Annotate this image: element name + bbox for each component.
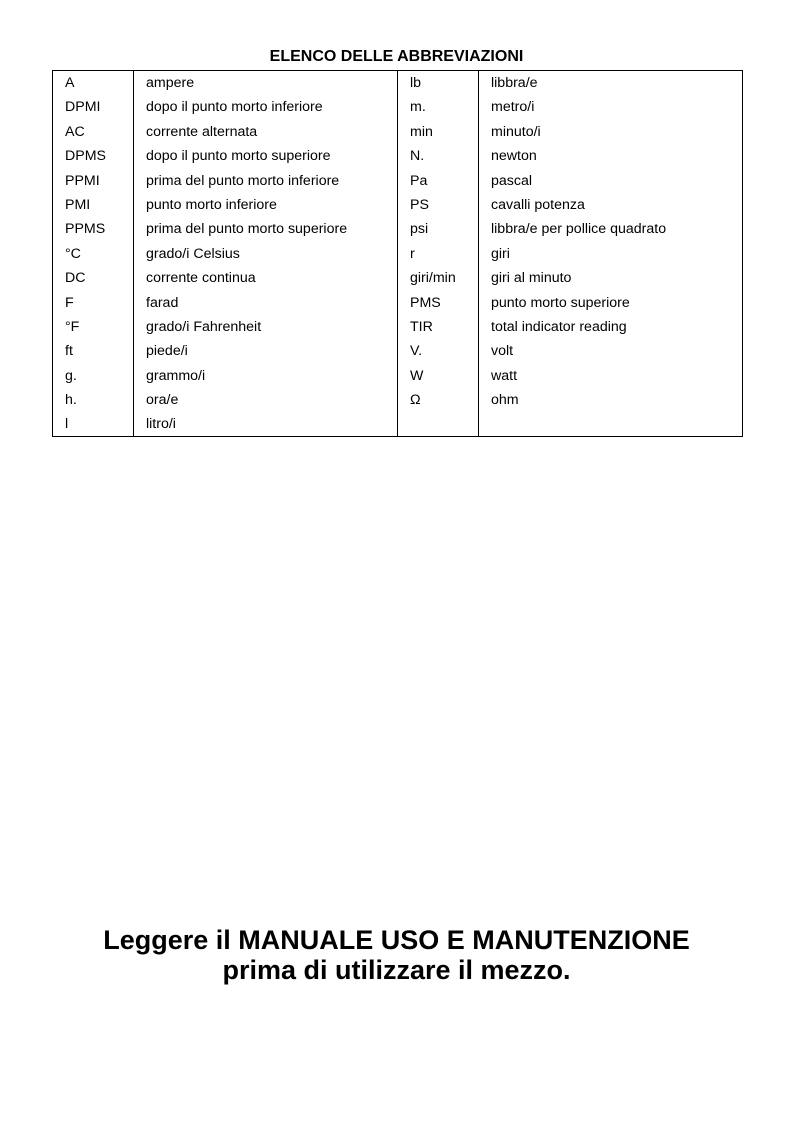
right-abbreviation-column (398, 71, 479, 436)
abbreviation-cell: °C (65, 245, 81, 262)
right-meaning-column (479, 71, 743, 436)
abbreviation-cell: °F (65, 318, 80, 335)
meaning-cell: libbra/e (491, 75, 538, 91)
meaning-cell: giri al minuto (491, 270, 572, 287)
meaning-cell: ora/e (146, 392, 179, 409)
meaning-cell: minuto/i (491, 123, 541, 140)
meaning-cell: volt (491, 343, 514, 360)
abbreviation-cell: PPMS (65, 221, 106, 238)
abbreviation-cell: PMI (65, 196, 91, 213)
abbreviation-cell: DPMI (65, 99, 101, 116)
abbreviation-cell: PMS (410, 294, 441, 311)
abbreviation-cell: ft (65, 343, 73, 360)
abbreviation-cell: lb (410, 75, 422, 91)
abbreviation-cell: psi (410, 221, 429, 238)
meaning-cell: newton (491, 148, 537, 165)
manual-reminder-line-2: prima di utilizzare il mezzo. (222, 955, 571, 985)
abbreviation-cell: PPMI (65, 172, 100, 189)
abbreviation-cell: h. (65, 392, 77, 409)
meaning-cell: prima del punto morto inferiore (146, 172, 340, 189)
abbreviation-cell: giri/min (410, 270, 456, 287)
left-meaning-column (134, 71, 398, 436)
page-title: ELENCO DELLE ABBREVIAZIONI (269, 48, 524, 65)
meaning-cell: piede/i (146, 343, 188, 360)
abbreviation-cell: Pa (410, 172, 428, 189)
meaning-cell: dopo il punto morto superiore (146, 148, 331, 165)
left-abbreviation-column (53, 71, 134, 436)
meaning-cell: punto morto inferiore (146, 196, 277, 213)
meaning-cell: watt (491, 367, 518, 384)
manual-reminder (0, 925, 793, 985)
manual-reminder-line-1: Leggere il MANUALE USO E MANUTENZIONE (103, 925, 690, 955)
abbreviation-cell: N. (410, 148, 425, 165)
abbreviation-cell: l (65, 416, 69, 433)
abbreviation-cell: m. (410, 99, 426, 116)
abbreviation-cell: AC (65, 123, 85, 140)
meaning-cell: grado/i Fahrenheit (146, 318, 262, 335)
abbreviation-cell: g. (65, 367, 77, 384)
meaning-cell: corrente alternata (146, 123, 258, 140)
meaning-cell: libbra/e per pollice quadrato (491, 221, 667, 238)
meaning-cell: farad (146, 294, 179, 311)
abbreviation-cell: r (410, 245, 415, 262)
meaning-cell: dopo il punto morto inferiore (146, 99, 323, 116)
meaning-cell: ampere (146, 75, 195, 91)
meaning-cell: total indicator reading (491, 318, 627, 335)
abbreviation-cell: min (410, 123, 433, 140)
abbreviation-cell: PS (410, 196, 429, 213)
abbreviation-cell: TIR (410, 318, 433, 335)
abbreviation-cell: W (410, 367, 424, 384)
meaning-cell: grammo/i (146, 367, 206, 384)
meaning-cell: metro/i (491, 99, 535, 116)
meaning-cell: litro/i (146, 416, 176, 433)
meaning-cell: prima del punto morto superiore (146, 221, 348, 238)
meaning-cell: pascal (491, 172, 533, 189)
abbreviation-cell: DPMS (65, 148, 106, 165)
meaning-cell: grado/i Celsius (146, 245, 240, 262)
abbreviation-cell: A (65, 75, 75, 91)
abbreviation-cell: Ω (410, 392, 421, 409)
meaning-cell: cavalli potenza (491, 196, 585, 213)
abbreviation-cell: F (65, 294, 74, 311)
meaning-cell: punto morto superiore (491, 294, 630, 311)
abbreviation-cell: DC (65, 270, 86, 287)
abbreviations-table (52, 70, 743, 437)
meaning-cell: ohm (491, 392, 519, 409)
meaning-cell: corrente continua (146, 270, 256, 287)
meaning-cell: giri (491, 245, 510, 262)
abbreviation-cell: V. (410, 343, 423, 360)
